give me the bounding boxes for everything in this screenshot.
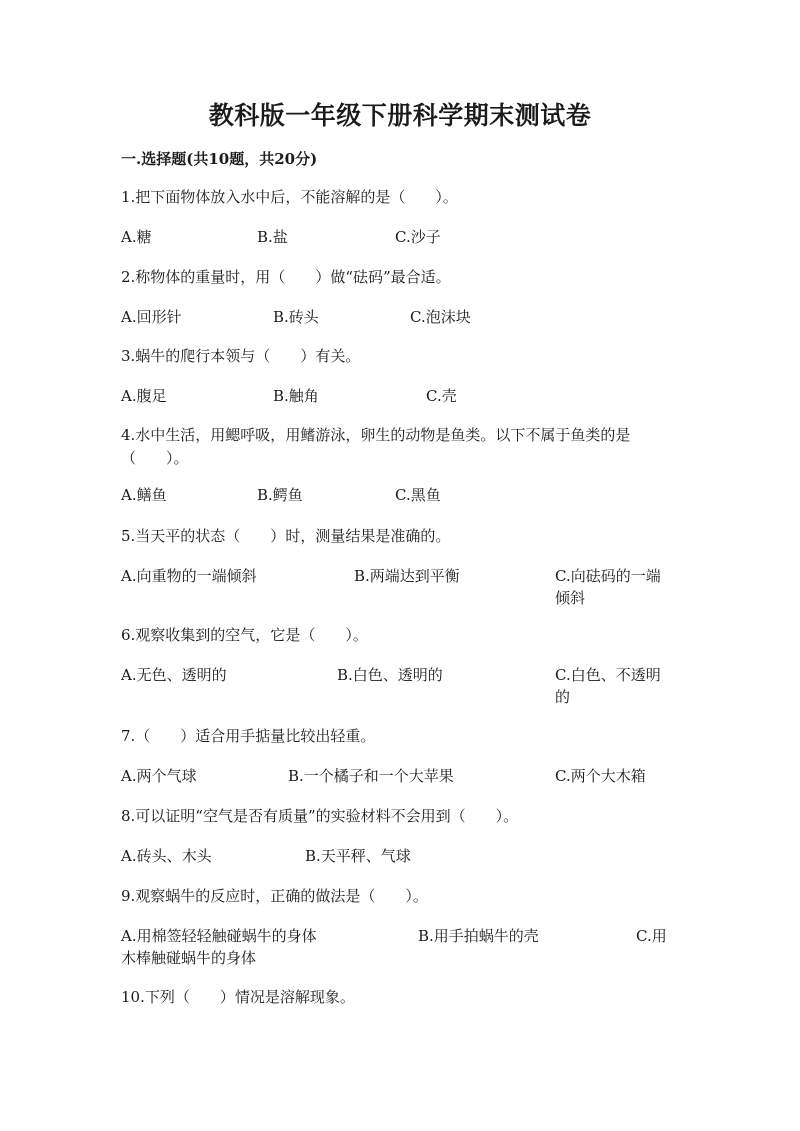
- options-6: [121, 664, 673, 710]
- option-3a: A.腹足: [121, 387, 167, 405]
- option-5a: A.向重物的一端倾斜: [121, 567, 257, 585]
- question-3: 3.蜗牛的爬行本领与（ ）有关。: [121, 347, 361, 365]
- option-5b: B.两端达到平衡: [354, 567, 460, 585]
- option-5c: C.向砝码的一端倾斜: [555, 567, 661, 607]
- question-9: 9.观察蜗牛的反应时，正确的做法是（ ）。: [121, 887, 428, 905]
- option-7b: B.一个橘子和一个大苹果: [288, 767, 454, 785]
- question-2: 2.称物体的重量时，用（ ）做“砝码”最合适。: [121, 268, 451, 286]
- question-6: 6.观察收集到的空气，它是（ ）。: [121, 626, 368, 644]
- option-4b: B.鳄鱼: [257, 486, 303, 504]
- option-4c: C.黑鱼: [395, 486, 441, 504]
- option-4a: A.鳝鱼: [121, 486, 167, 504]
- options-9: [121, 925, 673, 971]
- option-3b: B.触角: [273, 387, 319, 405]
- option-8a: A.砖头、木头: [121, 847, 212, 865]
- option-1c: C.沙子: [395, 228, 441, 246]
- question-4: 4.水中生活，用鳃呼吸，用鳍游泳，卵生的动物是鱼类。以下不属于鱼类的是（ ）。: [121, 426, 631, 467]
- question-1: 1.把下面物体放入水中后，不能溶解的是（ ）。: [121, 188, 458, 206]
- option-6b: B.白色、透明的: [337, 666, 443, 684]
- option-8b: B.天平秤、气球: [305, 847, 411, 865]
- option-2a: A.回形针: [121, 308, 182, 326]
- option-2c: C.泡沫块: [410, 308, 471, 326]
- question-7: 7.（ ）适合用手掂量比较出轻重。: [121, 727, 376, 745]
- option-6c: C.白色、不透明的: [555, 666, 661, 706]
- option-9b: B.用手拍蜗牛的壳: [418, 927, 539, 945]
- options-5: [121, 565, 673, 611]
- option-1a: A.糖: [121, 228, 152, 246]
- option-7a: A.两个气球: [121, 767, 197, 785]
- option-3c: C.壳: [426, 387, 457, 405]
- option-1b: B.盐: [257, 228, 288, 246]
- section-heading: 一.选择题(共10题，共20分): [121, 150, 318, 168]
- option-7c: C.两个大木箱: [555, 767, 646, 785]
- option-9a: A.用棉签轻轻触碰蜗牛的身体: [121, 927, 317, 945]
- option-6a: A.无色、透明的: [121, 666, 227, 684]
- option-9c: C.用木棒触碰蜗牛的身体: [121, 927, 667, 967]
- question-10: 10.下列（ ）情况是溶解现象。: [121, 988, 355, 1006]
- question-5: 5.当天平的状态（ ）时，测量结果是准确的。: [121, 527, 451, 545]
- page-title: 教科版一年级下册科学期末测试卷: [208, 101, 592, 130]
- question-8: 8.可以证明“空气是否有质量”的实验材料不会用到（ ）。: [121, 807, 519, 825]
- option-2b: B.砖头: [273, 308, 319, 326]
